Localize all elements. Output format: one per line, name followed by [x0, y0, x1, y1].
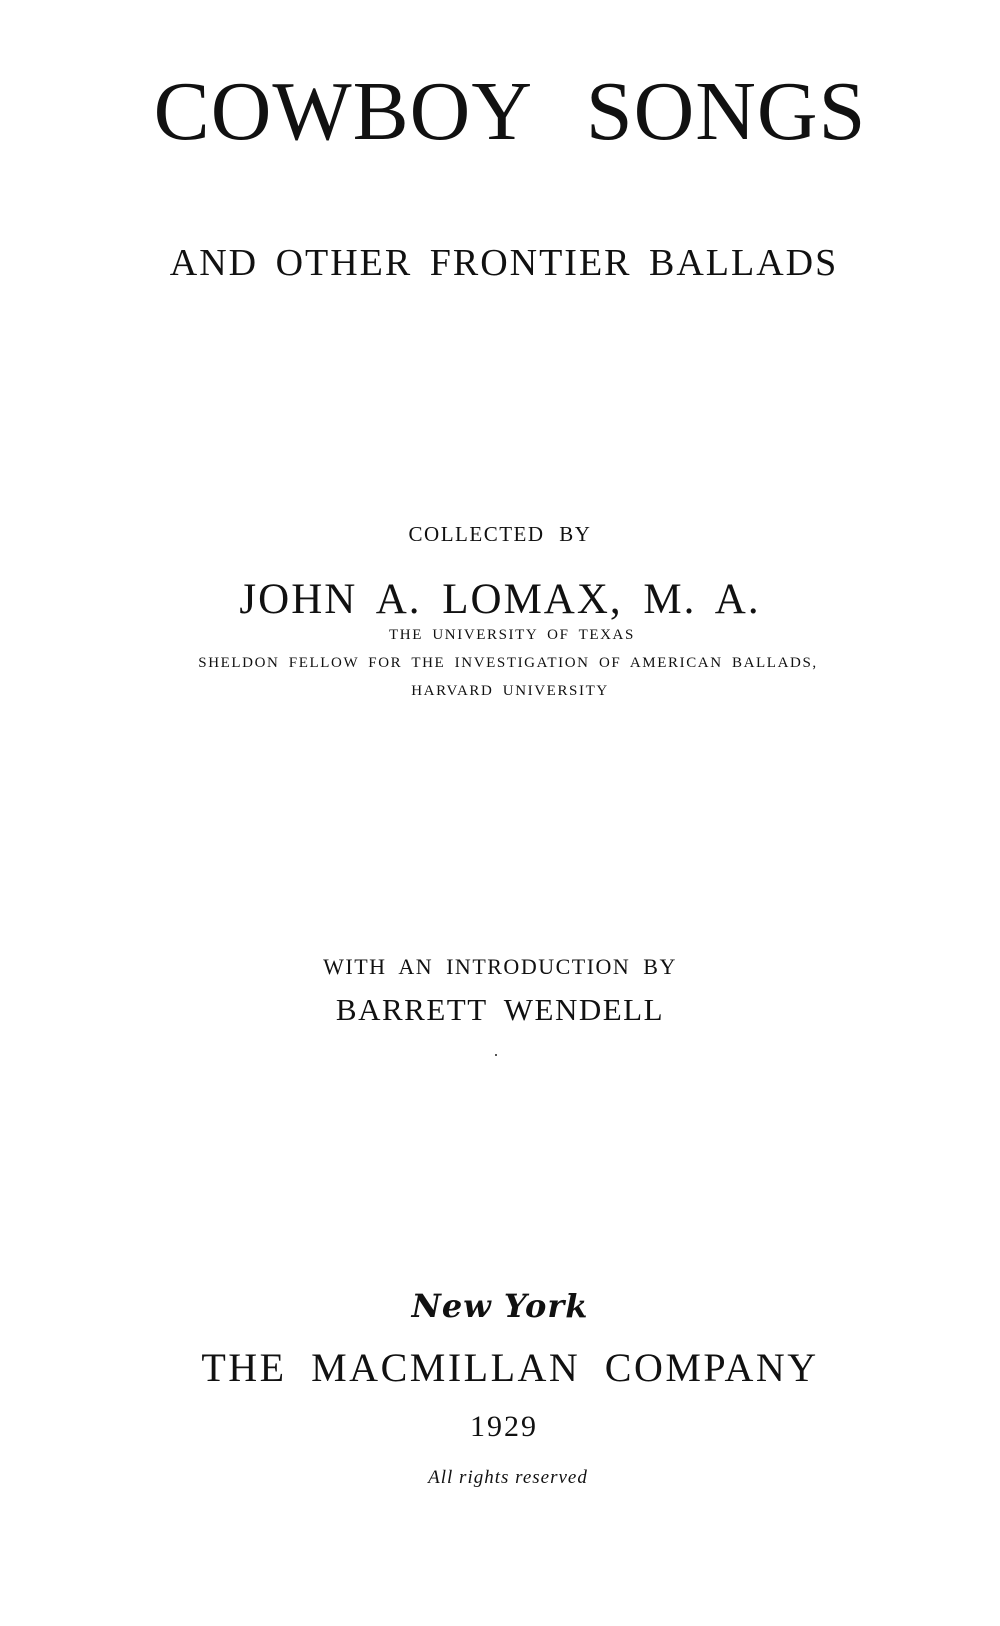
book-subtitle: AND OTHER FRONTIER BALLADS: [169, 242, 839, 284]
book-title: COWBOY SONGS: [153, 65, 867, 158]
print-speck: [495, 1054, 497, 1056]
author-affiliation: HARVARD UNIVERSITY: [411, 683, 609, 699]
publisher-name: THE MACMILLAN COMPANY: [201, 1345, 819, 1390]
introduction-author: BARRETT WENDELL: [335, 992, 665, 1027]
publication-year: 1929: [470, 1410, 538, 1443]
introduction-by-label: WITH AN INTRODUCTION BY: [323, 954, 677, 979]
author-affiliation: SHELDON FELLOW FOR THE INVESTIGATION OF AMERICAN BALLADS,: [198, 655, 818, 671]
publication-place: New York: [411, 1287, 589, 1325]
collected-by-label: COLLECTED BY: [408, 522, 592, 546]
author-affiliation: THE UNIVERSITY OF TEXAS: [389, 627, 635, 643]
rights-notice: All rights reserved: [428, 1467, 588, 1488]
author-name: JOHN A. LOMAX, M. A.: [239, 576, 761, 623]
